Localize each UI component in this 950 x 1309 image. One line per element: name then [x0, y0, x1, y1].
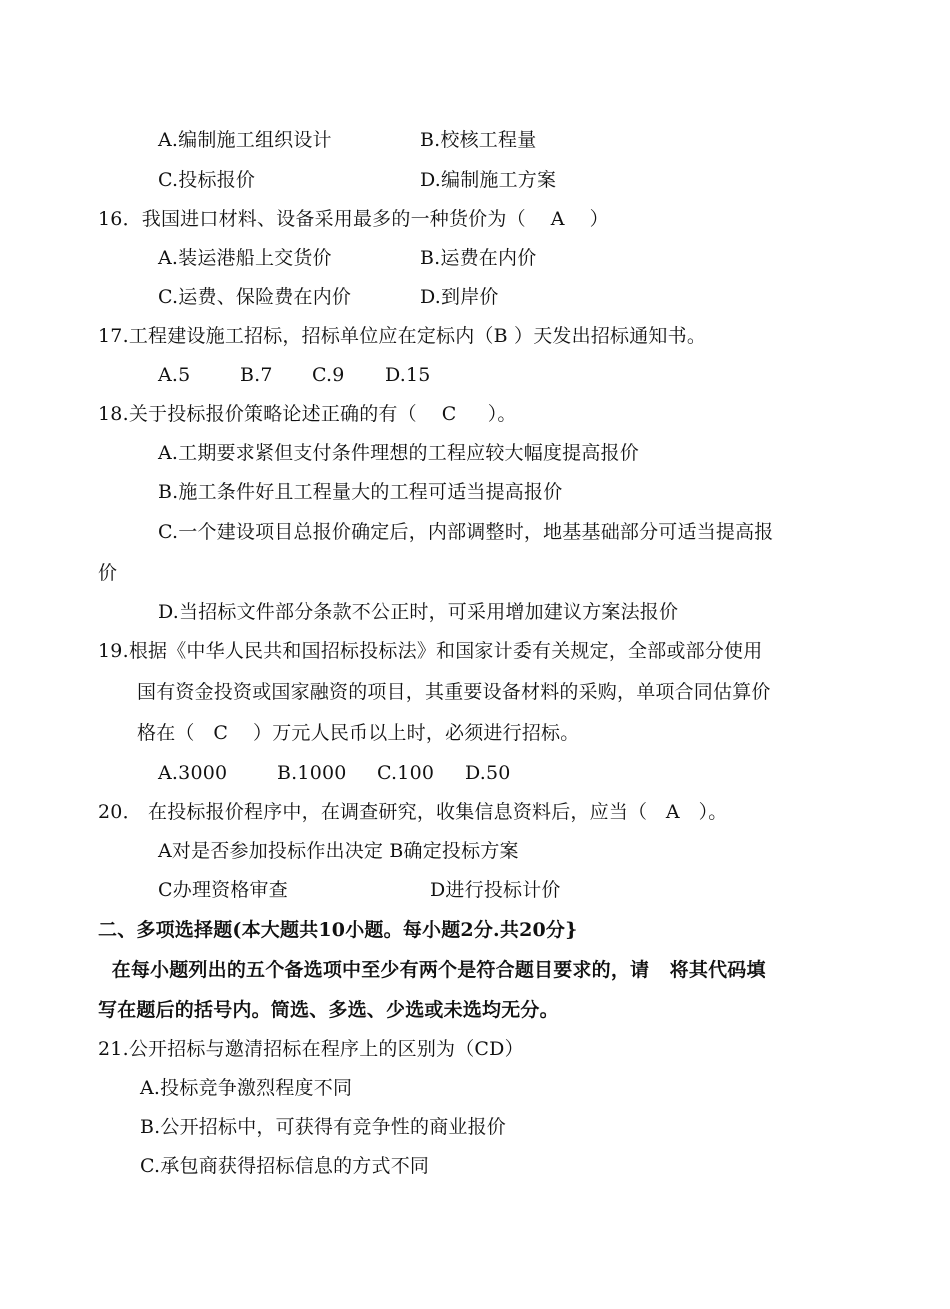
q15-option-a: A.编制施工组织设计	[158, 129, 332, 151]
q19-option-d: D.50	[465, 762, 511, 784]
q15-option-b: B.校核工程量	[420, 129, 537, 151]
q19-option-a: A.3000	[158, 762, 228, 784]
section-heading: 二、多项选择题(本大题共10小题。每小题2分.共20分}	[98, 919, 578, 941]
q20-option-ab: A对是否参加投标作出决定 B确定投标方案	[158, 840, 519, 862]
q17-option-b: B.7	[240, 364, 273, 386]
q17-stem: 17.工程建设施工招标，招标单位应在定标内（B ）天发出招标通知书。	[98, 325, 707, 347]
q18-option-c: C.一个建设项目总报价确定后，内部调整时，地基基础部分可适当提高报	[158, 521, 774, 543]
q16-option-b: B.运费在内价	[420, 247, 537, 269]
q18-stem: 18.关于投标报价策略论述正确的有（ C ）。	[98, 403, 517, 425]
q17-option-c: C.9	[312, 364, 345, 386]
q21-option-a: A.投标竞争激烈程度不同	[140, 1077, 353, 1099]
q16-stem: 16．我国进口材料、设备采用最多的一种货价为（ A ）	[98, 208, 609, 230]
q19-option-b: B.1000	[277, 762, 347, 784]
q19-stem-line1: 19.根据《中华人民共和国招标投标法》和国家计委有关规定，全部或部分使用	[98, 640, 763, 662]
q18-option-b: B.施工条件好且工程量大的工程可适当提高报价	[158, 481, 563, 503]
q16-option-c: C.运费、保险费在内价	[158, 286, 352, 308]
q18-option-c-wrap: 价	[98, 562, 118, 584]
q19-option-c: C.100	[377, 762, 435, 784]
q15-option-c: C.投标报价	[158, 169, 256, 191]
section-instruction-line1: 在每小题列出的五个备选项中至少有两个是符合题目要求的，请 将其代码填	[98, 959, 766, 981]
q21-option-c: C.承包商获得招标信息的方式不同	[140, 1155, 430, 1177]
q18-option-a: A.工期要求紧但支付条件理想的工程应较大幅度提高报价	[158, 442, 639, 464]
q20-option-d: D进行投标计价	[430, 879, 561, 901]
q19-stem-line2: 国有资金投资或国家融资的项目，其重要设备材料的采购，单项合同估算价	[137, 681, 771, 703]
q16-option-a: A.装运港船上交货价	[158, 247, 332, 269]
q16-option-d: D.到岸价	[420, 286, 499, 308]
q15-option-d: D.编制施工方案	[420, 169, 557, 191]
q19-stem-line3: 格在（ C ）万元人民币以上时，必须进行招标。	[137, 722, 580, 744]
q17-option-d: D.15	[385, 364, 431, 386]
section-instruction-line2: 写在题后的括号内。筒选、多选、少选或未选均无分。	[98, 999, 559, 1021]
q20-stem: 20． 在投标报价程序中，在调查研究，收集信息资料后，应当（ A ）。	[98, 801, 728, 823]
q20-option-c: C办理资格审查	[158, 879, 288, 901]
q18-option-d: D.当招标文件部分条款不公正时，可采用增加建议方案法报价	[158, 601, 679, 623]
q21-stem: 21.公开招标与邀清招标在程序上的区别为（CD）	[98, 1038, 524, 1060]
q17-option-a: A.5	[158, 364, 191, 386]
q21-option-b: B.公开招标中，可获得有竞争性的商业报价	[140, 1116, 507, 1138]
